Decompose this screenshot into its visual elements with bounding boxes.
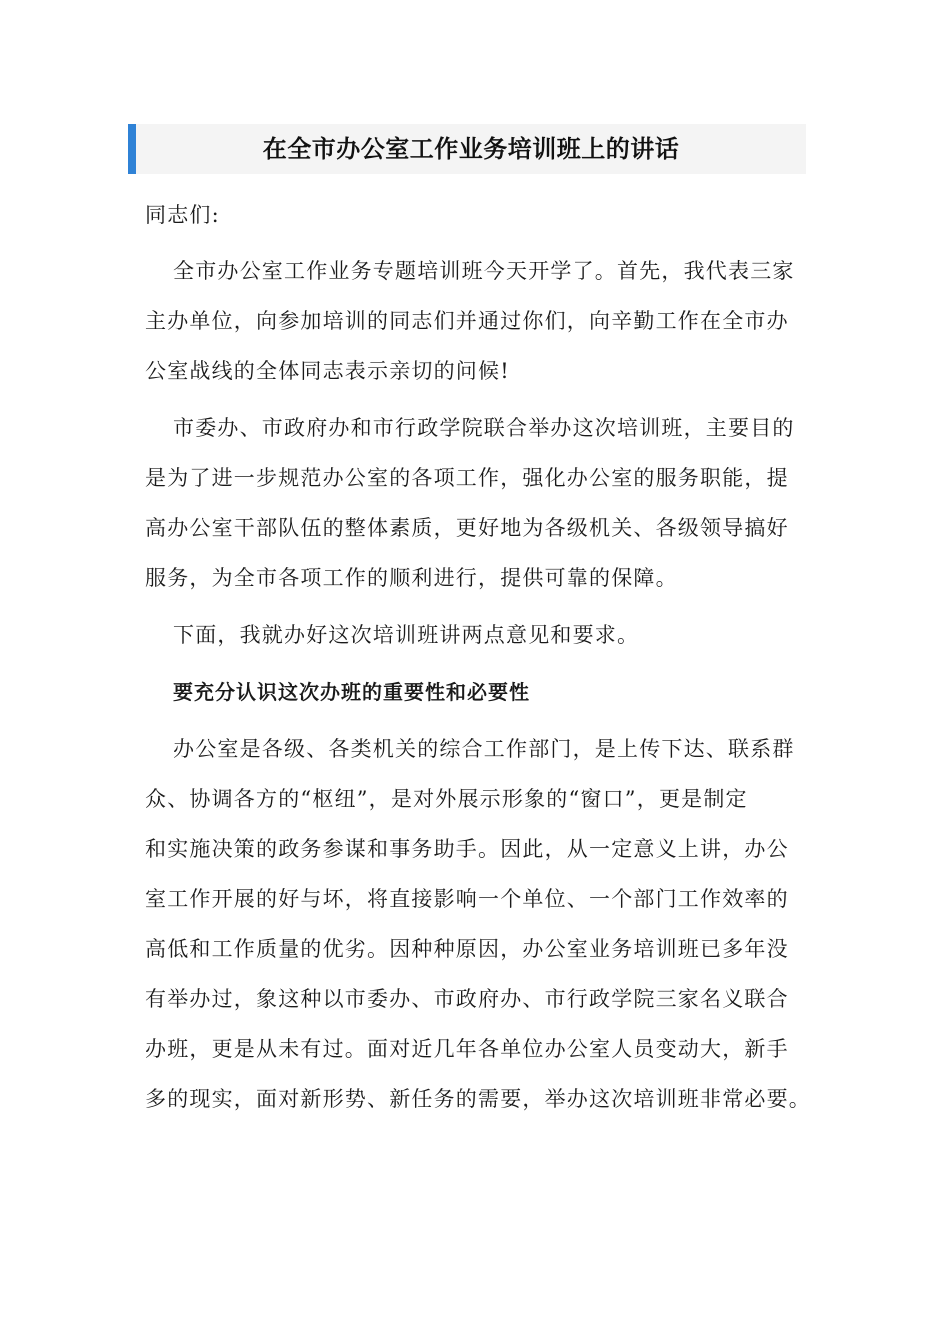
section-heading: 要充分认识这次办班的重要性和必要性 <box>173 680 530 704</box>
paragraph-line: 全市办公室工作业务专题培训班今天开学了。首先，我代表三家 <box>173 259 795 283</box>
paragraph-line: 公室战线的全体同志表示亲切的问候! <box>145 359 510 383</box>
title-banner <box>128 124 806 174</box>
paragraph-line: 办班，更是从未有过。面对近几年各单位办公室人员变动大，新手 <box>145 1037 789 1061</box>
paragraph-line: 下面，我就办好这次培训班讲两点意见和要求。 <box>173 623 640 647</box>
paragraph-line: 室工作开展的好与坏，将直接影响一个单位、一个部门工作效率的 <box>145 887 789 911</box>
paragraph-line: 众、协调各方的“枢纽”，是对外展示形象的“窗口”，更是制定 <box>145 787 748 811</box>
title-accent-bar <box>128 124 136 174</box>
paragraph-line: 办公室是各级、各类机关的综合工作部门，是上传下达、联系群 <box>173 737 795 761</box>
paragraph-line: 和实施决策的政务参谋和事务助手。因此，从一定意义上讲，办公 <box>145 837 789 861</box>
paragraph-line: 是为了进一步规范办公室的各项工作，强化办公室的服务职能，提 <box>145 466 789 490</box>
paragraph-line: 主办单位，向参加培训的同志们并通过你们，向辛勤工作在全市办 <box>145 309 789 333</box>
paragraph-line: 高办公室干部队伍的整体素质，更好地为各级机关、各级领导搞好 <box>145 516 789 540</box>
paragraph-line: 有举办过，象这种以市委办、市政府办、市行政学院三家名义联合 <box>145 987 789 1011</box>
greeting: 同志们: <box>145 203 220 227</box>
paragraph-line: 高低和工作质量的优劣。因种种原因，办公室业务培训班已多年没 <box>145 937 789 961</box>
paragraph-line: 多的现实，面对新形势、新任务的需要，举办这次培训班非常必要。 <box>145 1087 811 1111</box>
paragraph-line: 市委办、市政府办和市行政学院联合举办这次培训班，主要目的 <box>173 416 795 440</box>
paragraph-line: 服务，为全市各项工作的顺利进行，提供可靠的保障。 <box>145 566 678 590</box>
page-title: 在全市办公室工作业务培训班上的讲话 <box>262 135 680 163</box>
